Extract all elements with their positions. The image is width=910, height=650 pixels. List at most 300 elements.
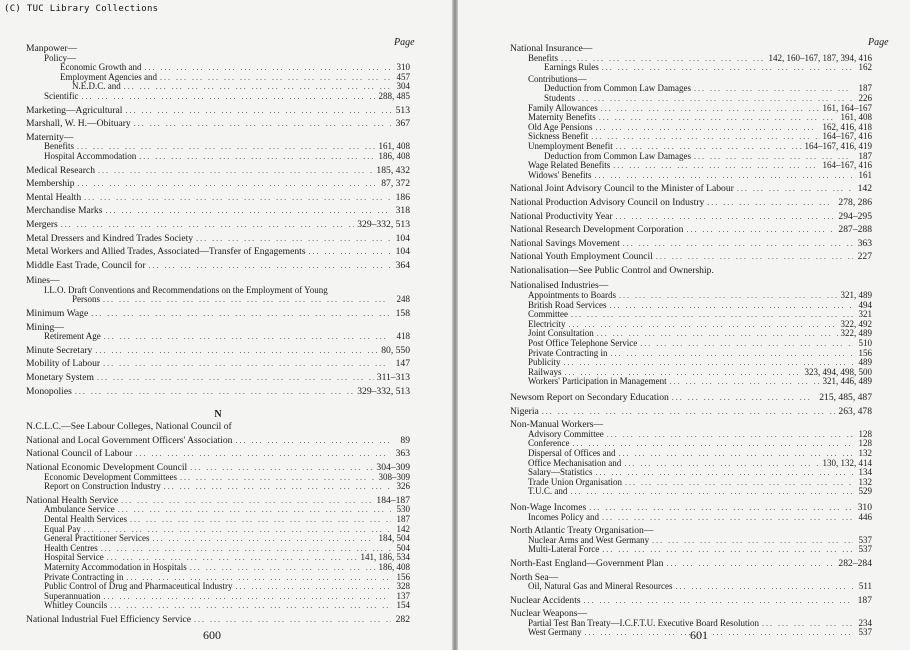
entry-title: Scientific xyxy=(44,90,79,101)
leader-dots xyxy=(190,463,373,473)
leader-dots xyxy=(640,339,853,349)
leader-dots xyxy=(149,261,391,271)
index-entry xyxy=(26,601,410,611)
leader-dots xyxy=(694,84,853,94)
leader-dots xyxy=(652,536,853,546)
leader-dots xyxy=(95,346,378,356)
entry-pages: 322, 489 xyxy=(840,328,872,339)
entry-title: Maternity Accommodation in Hospitals xyxy=(44,561,187,572)
entry-title: Newsom Report on Secondary Education xyxy=(510,392,669,403)
entry-title: North Sea— xyxy=(510,571,559,583)
index-entry xyxy=(26,133,410,143)
entry-pages: 234 xyxy=(858,617,872,628)
leader-dots xyxy=(134,119,391,129)
leader-dots xyxy=(194,615,391,625)
entry-pages: 263, 478 xyxy=(838,405,872,417)
entry-title: Maternity Benefits xyxy=(528,112,596,123)
index-entry xyxy=(26,373,410,383)
entry-title: Sickness Benefit xyxy=(528,131,589,142)
entry-pages: 186, 408 xyxy=(378,561,410,572)
index-entry xyxy=(510,184,872,194)
entry-pages: 510 xyxy=(858,338,872,349)
entry-pages: 130, 132, 414 xyxy=(822,457,872,468)
leader-dots xyxy=(125,106,391,116)
entry-pages: 80, 550 xyxy=(381,344,410,356)
leader-dots xyxy=(103,295,391,305)
leader-dots xyxy=(610,301,854,311)
entry-pages: 304 xyxy=(396,81,410,92)
index-entry xyxy=(26,615,410,625)
entry-title: Committee xyxy=(528,309,568,320)
entry-title: Marketing—Agricultural xyxy=(26,104,123,116)
entry-title: Superannuation xyxy=(44,590,101,601)
leader-dots xyxy=(596,123,820,133)
right-page xyxy=(458,0,910,650)
entry-pages: 161, 408 xyxy=(378,141,410,152)
leader-dots xyxy=(97,373,374,383)
entry-title: Merchandise Marks xyxy=(26,205,103,217)
entry-pages: 141, 186, 534 xyxy=(360,552,410,563)
entry-title: Ambulance Service xyxy=(44,504,115,515)
index-entry xyxy=(26,119,410,129)
page-number: 600 xyxy=(203,628,221,642)
entry-title: Partial Test Ban Treaty—I.C.F.T.U. Executive Board Resolution xyxy=(528,617,760,628)
page-column-heading: Page xyxy=(868,37,889,48)
entry-pages: 504 xyxy=(396,542,410,553)
leader-dots xyxy=(607,430,853,440)
entry-pages: 282 xyxy=(395,613,410,625)
leader-dots xyxy=(144,63,391,73)
entry-pages: 162 xyxy=(858,62,872,73)
entry-pages: 529 xyxy=(858,486,872,497)
index-entry xyxy=(26,152,410,162)
entry-pages: 161, 408 xyxy=(840,112,872,123)
entry-title: Report on Construction Industry xyxy=(44,481,161,492)
leader-dots xyxy=(737,184,853,194)
entry-title: Whitley Councils xyxy=(44,600,108,611)
entry-pages: 513 xyxy=(395,104,410,116)
leader-dots xyxy=(585,628,853,638)
entry-pages: 530 xyxy=(396,504,410,515)
leader-dots xyxy=(130,515,391,525)
index-entry xyxy=(26,179,410,189)
leader-dots xyxy=(235,436,391,446)
entry-pages: 363 xyxy=(857,237,872,249)
entry-pages: 537 xyxy=(858,534,872,545)
entry-title: Old Age Pensions xyxy=(528,121,593,132)
index-entry xyxy=(510,559,872,569)
leader-dots xyxy=(105,206,391,216)
leader-dots xyxy=(75,387,354,397)
entry-title: Hospital Accommodation xyxy=(44,150,137,161)
index-entry xyxy=(26,206,410,216)
leader-dots xyxy=(613,161,819,171)
index-entry xyxy=(510,377,872,387)
entry-title: Contributions— xyxy=(528,73,587,84)
leader-dots xyxy=(707,198,835,208)
entry-title: Non-Wage Incomes xyxy=(510,501,587,513)
entry-pages: 457 xyxy=(396,71,410,82)
entry-title: National Council of Labour xyxy=(26,448,133,460)
index-entry xyxy=(26,234,410,244)
leader-dots xyxy=(103,359,391,369)
entry-title: Dispersal of Offices and xyxy=(528,447,616,458)
index-entry xyxy=(26,44,410,54)
index-entry xyxy=(26,261,410,271)
entry-title: Equal Pay xyxy=(44,523,81,534)
entry-pages: 310 xyxy=(857,501,872,513)
entry-pages: 329–332, 513 xyxy=(357,385,410,397)
entry-title: Nationalisation—See Public Control and Ownership. xyxy=(510,264,714,276)
entry-title: Private Contracting in xyxy=(528,347,608,358)
entry-pages: 329–332, 513 xyxy=(357,218,410,230)
index-entry xyxy=(26,166,410,176)
entry-pages: 154 xyxy=(396,600,410,611)
entry-pages: 187 xyxy=(858,83,872,94)
entry-title: Public Control of Drug and Pharmaceutical Industry xyxy=(44,581,233,592)
index-entry xyxy=(510,407,872,417)
index-entry xyxy=(26,106,410,116)
leader-dots xyxy=(656,252,853,262)
entry-pages: 128 xyxy=(858,428,872,439)
entry-title: Private Contracting in xyxy=(44,571,124,582)
entry-pages: 310 xyxy=(396,62,410,73)
entry-pages: 185, 432 xyxy=(376,164,410,176)
entry-title: General Practitioner Services xyxy=(44,533,150,544)
entry-title: British Road Services xyxy=(528,299,607,310)
leader-dots xyxy=(235,582,391,592)
entry-title: Mobility of Labour xyxy=(26,358,101,370)
entry-title: Office Mechanisation and xyxy=(528,457,622,468)
leader-dots xyxy=(152,534,375,544)
entry-title: National and Local Government Officers' Association xyxy=(26,434,233,446)
entry-title: Medical Research xyxy=(26,164,95,176)
entry-title: Wage Related Benefits xyxy=(528,160,611,171)
index-entry xyxy=(510,596,872,606)
entry-title: Joint Consultation xyxy=(528,328,594,339)
entry-pages: 326 xyxy=(396,481,410,492)
leader-dots xyxy=(591,132,819,142)
leader-dots xyxy=(196,234,391,244)
entry-title: National Productivity Year xyxy=(510,210,613,222)
entry-title: Monopolies xyxy=(26,385,72,397)
entry-title: Economic Development Committees xyxy=(44,471,177,482)
entry-pages: 158 xyxy=(395,308,410,320)
index-entry xyxy=(510,513,872,523)
entry-title: North-East England—Government Plan xyxy=(510,557,664,569)
entry-title: Deduction from Common Law Damages xyxy=(544,83,691,94)
entry-title: Post Office Telephone Service xyxy=(528,338,638,349)
entry-pages: 184–187 xyxy=(376,494,410,506)
leader-dots xyxy=(666,559,835,569)
section-letter: N xyxy=(214,409,222,421)
index-entry xyxy=(510,171,872,181)
entry-title: Retirement Age xyxy=(44,331,101,342)
entry-pages: 142 xyxy=(857,183,872,195)
leader-dots xyxy=(164,482,391,492)
entry-title: Metal Dressers and Kindred Trades Society xyxy=(26,232,194,244)
entry-title: Mines— xyxy=(26,275,60,287)
index-column-left xyxy=(26,44,410,625)
entry-title: Monetary System xyxy=(26,372,94,384)
entry-title: Membership xyxy=(26,178,75,190)
entry-pages: 227 xyxy=(857,251,872,263)
leader-dots xyxy=(602,63,853,73)
entry-pages: 287–288 xyxy=(838,224,872,236)
leader-dots xyxy=(160,73,391,83)
entry-title: Appointments to Boards xyxy=(528,290,616,301)
entry-title: N.E.D.C. and xyxy=(72,81,121,92)
leader-dots xyxy=(675,582,853,592)
index-entry xyxy=(510,212,872,222)
entry-title: Hospital Service xyxy=(44,552,104,563)
entry-pages: 87, 372 xyxy=(381,178,410,190)
leader-dots xyxy=(78,179,379,189)
entry-title: Minimum Wage xyxy=(26,308,89,320)
leader-dots xyxy=(121,496,373,506)
leader-dots xyxy=(104,592,392,602)
entry-pages: 142 xyxy=(396,523,410,534)
index-entry xyxy=(510,252,872,262)
entry-title: Non-Manual Workers— xyxy=(510,419,604,431)
entry-pages: 321, 446, 489 xyxy=(822,376,872,387)
entry-title: Incomes Policy and xyxy=(528,511,599,522)
index-entry xyxy=(26,482,410,492)
leader-dots xyxy=(624,459,819,469)
entry-pages: 161 xyxy=(858,169,872,180)
leader-dots xyxy=(762,619,853,629)
entry-pages: 494 xyxy=(858,299,872,310)
entry-pages: 367 xyxy=(395,118,410,130)
entry-pages: 89 xyxy=(400,434,410,446)
entry-title: I.L.O. Draft Conventions and Recommendations on the Employment of Young xyxy=(44,284,328,295)
leader-dots xyxy=(82,92,376,102)
entry-pages: 132 xyxy=(858,447,872,458)
leader-dots xyxy=(190,563,376,573)
leader-dots xyxy=(110,601,391,611)
entry-pages: 446 xyxy=(858,511,872,522)
leader-dots xyxy=(570,487,853,497)
watermark: (C) TUC Library Collections xyxy=(4,4,159,14)
entry-pages: 134 xyxy=(858,467,872,478)
entry-title: Earnings Rules xyxy=(544,62,599,73)
leader-dots xyxy=(578,94,853,104)
index-entry xyxy=(26,387,410,397)
entry-pages: 364 xyxy=(395,259,410,271)
entry-pages: 226 xyxy=(858,92,872,103)
entry-title: Electricity xyxy=(528,318,566,329)
entry-title: Marshall, W. H.—Obituary xyxy=(26,118,131,130)
index-entry xyxy=(26,332,410,342)
page-column-heading: Page xyxy=(394,37,415,48)
entry-pages: 308–309 xyxy=(378,471,410,482)
entry-title: Nuclear Accidents xyxy=(510,594,581,606)
page-number: 601 xyxy=(690,628,708,642)
entry-pages: 164–167, 416, 419 xyxy=(804,140,872,151)
entry-title: Mental Health xyxy=(26,191,82,203)
entry-title: Salary—Statistics xyxy=(528,467,593,478)
entry-pages: 156 xyxy=(858,347,872,358)
leader-dots xyxy=(610,349,853,359)
entry-pages: 328 xyxy=(396,581,410,592)
index-column-right xyxy=(510,44,872,638)
index-entry xyxy=(26,309,410,319)
entry-title: Maternity— xyxy=(26,131,74,143)
index-entry xyxy=(26,220,410,230)
entry-title: Conference xyxy=(528,438,570,449)
entry-pages: 162, 416, 418 xyxy=(822,121,872,132)
leader-dots xyxy=(616,212,836,222)
leader-dots xyxy=(568,320,837,330)
entry-title: National Joint Advisory Council to the Minister of Labour xyxy=(510,183,734,195)
leader-dots xyxy=(91,309,391,319)
entry-title: National Research Development Corporation xyxy=(510,224,684,236)
leader-dots xyxy=(571,310,853,320)
leader-dots xyxy=(619,291,838,301)
entry-title: Deduction from Common Law Damages xyxy=(544,150,691,161)
entry-title: Nuclear Arms and West Germany xyxy=(528,534,650,545)
entry-pages: 164–167, 416 xyxy=(822,160,872,171)
index-entry xyxy=(26,82,410,92)
index-entry xyxy=(510,582,872,592)
entry-title: Nigeria xyxy=(510,405,539,417)
entry-title: National Savings Movement xyxy=(510,237,620,249)
index-entry xyxy=(26,436,410,446)
entry-title: Railways xyxy=(528,366,562,377)
entry-title: Family Allowances xyxy=(528,102,598,113)
index-entry xyxy=(26,92,410,102)
entry-pages: 104 xyxy=(395,246,410,258)
entry-pages: 186, 408 xyxy=(378,150,410,161)
entry-pages: 187 xyxy=(858,150,872,161)
entry-title: Workers' Participation in Management xyxy=(528,376,667,387)
index-entry xyxy=(26,359,410,369)
entry-pages: 164–167, 416 xyxy=(822,131,872,142)
entry-title: Health Centres xyxy=(44,542,98,553)
leader-dots xyxy=(596,468,854,478)
entry-title: Minute Secretary xyxy=(26,344,93,356)
leader-dots xyxy=(619,449,853,459)
entry-pages: 156 xyxy=(396,571,410,582)
index-entry xyxy=(510,63,872,73)
leader-dots xyxy=(602,545,853,555)
entry-title: Economic Growth and xyxy=(60,62,142,73)
leader-dots xyxy=(599,113,838,123)
leader-dots xyxy=(623,239,853,249)
entry-title: National Youth Employment Council xyxy=(510,251,653,263)
entry-pages: 311–313 xyxy=(376,372,410,384)
leader-dots xyxy=(670,377,820,387)
leader-dots xyxy=(104,332,391,342)
entry-pages: 489 xyxy=(858,357,872,368)
index-entry xyxy=(510,545,872,555)
index-entry xyxy=(26,422,410,432)
entry-title: Mergers xyxy=(26,218,58,230)
index-entry xyxy=(510,393,872,403)
entry-title: National Production Advisory Council on Industry xyxy=(510,196,705,208)
entry-title: Benefits xyxy=(528,52,558,63)
index-entry xyxy=(26,193,410,203)
entry-title: Dental Health Services xyxy=(44,513,127,524)
entry-pages: 511 xyxy=(858,581,872,592)
index-entry xyxy=(510,198,872,208)
entry-title: Trade Union Organisation xyxy=(528,476,622,487)
entry-title: Advisory Committee xyxy=(528,428,604,439)
index-entry xyxy=(510,239,872,249)
leader-dots xyxy=(589,503,853,513)
index-entry xyxy=(26,515,410,525)
entry-pages: 104 xyxy=(395,232,410,244)
entry-title: National Economic Development Council xyxy=(26,462,188,473)
entry-pages: 147 xyxy=(395,358,410,370)
entry-title: Employment Agencies and xyxy=(60,71,157,82)
index-entry xyxy=(510,349,872,359)
entry-title: Metal Workers and Allied Trades, Associated—Transfer of Engagements xyxy=(26,246,306,258)
entry-pages: 322, 492 xyxy=(840,318,872,329)
index-entry xyxy=(26,449,410,459)
entry-pages: 323, 494, 498, 500 xyxy=(804,366,872,377)
left-page xyxy=(0,0,452,650)
entry-pages: 248 xyxy=(396,294,410,305)
entry-pages: 186 xyxy=(395,191,410,203)
entry-title: Manpower— xyxy=(26,43,78,54)
leader-dots xyxy=(98,166,373,176)
index-entry xyxy=(510,266,872,276)
entry-title: Mining— xyxy=(26,321,64,333)
entry-pages: 161, 164–167 xyxy=(822,102,872,113)
leader-dots xyxy=(601,104,820,114)
index-entry xyxy=(510,487,872,497)
entry-pages: 142, 160–167, 187, 394, 416 xyxy=(768,52,872,63)
leader-dots xyxy=(542,407,836,417)
leader-dots xyxy=(101,544,391,554)
entry-pages: 304–309 xyxy=(376,462,410,473)
entry-pages: 537 xyxy=(858,627,872,638)
leader-dots xyxy=(139,152,375,162)
leader-dots xyxy=(686,225,835,235)
entry-pages: 187 xyxy=(396,513,410,524)
entry-title: Publicity xyxy=(528,357,561,368)
entry-pages: 132 xyxy=(858,476,872,487)
entry-pages: 187 xyxy=(857,594,872,606)
entry-title: North Atlantic Treaty Organisation— xyxy=(510,525,654,537)
leader-dots xyxy=(672,393,816,403)
entry-pages: 537 xyxy=(858,544,872,555)
entry-pages: 418 xyxy=(396,331,410,342)
entry-pages: 294–295 xyxy=(838,210,872,222)
entry-title: Students xyxy=(544,92,576,103)
leader-dots xyxy=(84,193,391,203)
entry-title: National Industrial Fuel Efficiency Service xyxy=(26,613,191,625)
entry-pages: 282–284 xyxy=(838,557,872,569)
entry-title: National Insurance— xyxy=(510,43,593,54)
entry-pages: 278, 286 xyxy=(838,196,872,208)
entry-title: West Germany xyxy=(528,627,582,638)
leader-dots xyxy=(61,220,354,230)
leader-dots xyxy=(118,505,391,515)
entry-pages: 363 xyxy=(395,448,410,460)
leader-dots xyxy=(124,82,391,92)
entry-pages: 321, 489 xyxy=(840,290,872,301)
entry-pages: 288, 485 xyxy=(378,90,410,101)
entry-pages: 137 xyxy=(396,590,410,601)
entry-title: Nuclear Weapons— xyxy=(510,608,588,620)
entry-pages: 128 xyxy=(858,438,872,449)
leader-dots xyxy=(595,171,853,181)
entry-title: Persons xyxy=(72,294,101,305)
leader-dots xyxy=(309,247,391,257)
entry-title: Nationalised Industries— xyxy=(510,280,609,292)
